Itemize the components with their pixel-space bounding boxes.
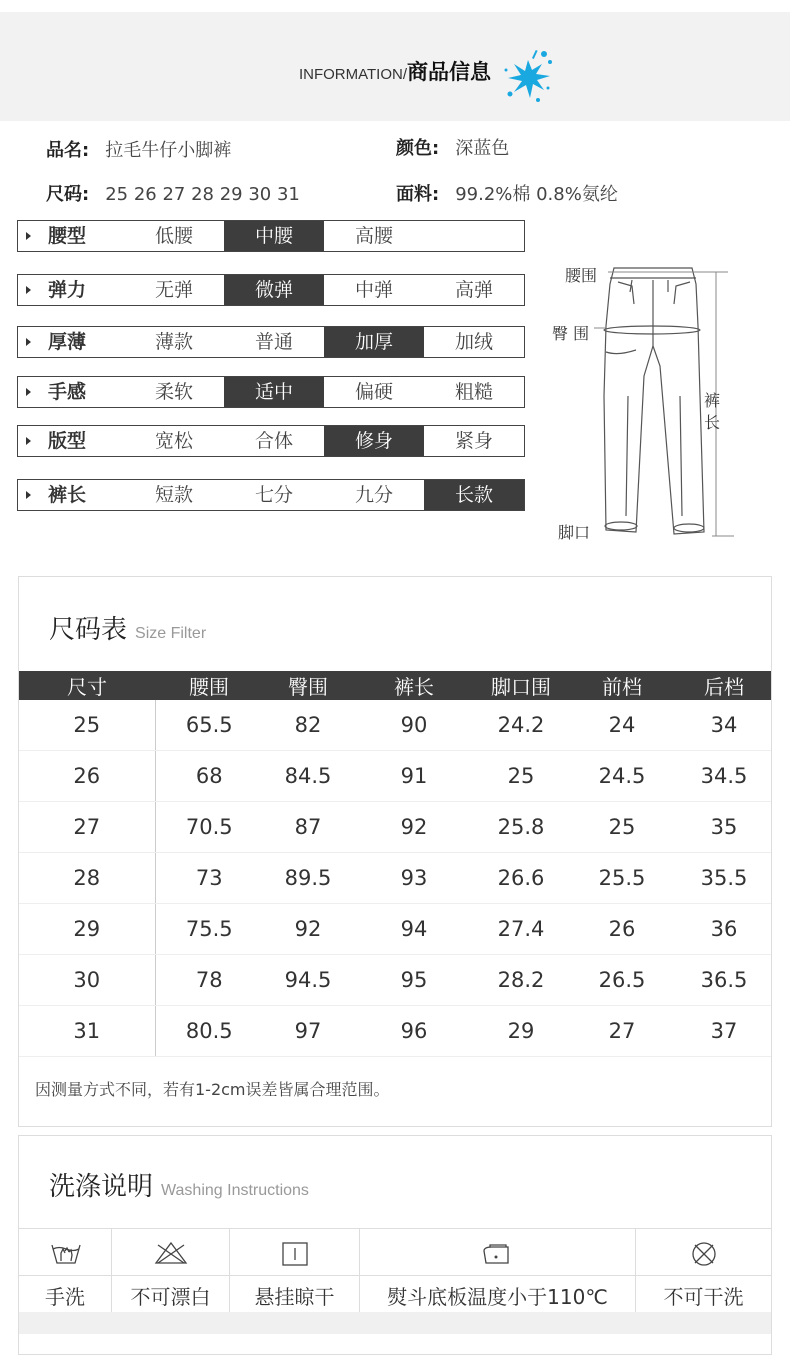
attribute-option-selected: 修身 xyxy=(324,426,424,456)
table-cell: 25 xyxy=(475,751,567,802)
attribute-option: 无弹 xyxy=(154,279,193,301)
attribute-option: 粗糙 xyxy=(454,381,493,403)
attribute-option-selected: 加厚 xyxy=(324,327,424,357)
table-cell: 27 xyxy=(567,1006,677,1057)
column-header: 前档 xyxy=(567,671,677,700)
color-label: 颜色: xyxy=(396,138,440,159)
triangle-bullet-icon xyxy=(26,232,31,240)
attribute-option: 七分 xyxy=(254,484,293,506)
table-cell: 24 xyxy=(567,700,677,751)
attribute-label: 裤长 xyxy=(48,484,87,506)
size-value: 25 26 27 28 29 30 31 xyxy=(105,184,300,205)
attribute-option-selected: 长款 xyxy=(424,480,524,510)
table-row xyxy=(19,904,771,955)
table-cell: 75.5 xyxy=(155,904,263,955)
attribute-label: 弹力 xyxy=(48,279,87,301)
table-cell: 97 xyxy=(263,1006,353,1057)
table-cell: 25.8 xyxy=(475,802,567,853)
table-cell: 28.2 xyxy=(475,955,567,1006)
wash-label-hand-wash: 手洗 xyxy=(45,1285,85,1309)
table-cell: 80.5 xyxy=(155,1006,263,1057)
iron-icon xyxy=(360,1237,636,1269)
table-cell: 29 xyxy=(475,1006,567,1057)
column-header: 脚口围 xyxy=(475,671,567,700)
attribute-option-selected: 中腰 xyxy=(224,221,324,251)
table-cell: 26 xyxy=(567,904,677,955)
washing-panel xyxy=(18,1135,772,1355)
table-row xyxy=(19,853,771,904)
hand-wash-icon xyxy=(19,1237,112,1269)
footer-strip xyxy=(19,1312,771,1334)
washing-grid xyxy=(19,1228,771,1309)
triangle-bullet-icon xyxy=(26,388,31,396)
table-cell: 25 xyxy=(567,802,677,853)
table-cell: 35.5 xyxy=(677,853,771,904)
table-cell: 26.6 xyxy=(475,853,567,904)
table-cell: 68 xyxy=(155,751,263,802)
attribute-option-selected: 微弹 xyxy=(224,275,324,305)
wash-label-iron: 熨斗底板温度小于110℃ xyxy=(387,1285,608,1309)
attribute-label: 版型 xyxy=(48,430,87,452)
wash-item-hand-wash xyxy=(19,1229,112,1313)
table-cell: 34.5 xyxy=(677,751,771,802)
size-table-header xyxy=(19,671,771,700)
table-row xyxy=(19,802,771,853)
table-row xyxy=(19,700,771,751)
size-table-subtitle: Size Filter xyxy=(135,625,207,642)
column-header: 臀围 xyxy=(263,671,353,700)
table-cell: 27.4 xyxy=(475,904,567,955)
table-cell: 25 xyxy=(19,700,155,751)
table-cell: 37 xyxy=(677,1006,771,1057)
attribute-option: 低腰 xyxy=(154,225,193,247)
column-header: 裤长 xyxy=(353,671,475,700)
attribute-option: 柔软 xyxy=(154,381,193,403)
info-name xyxy=(46,136,231,162)
name-value: 拉毛牛仔小脚裤 xyxy=(105,140,232,161)
attribute-option: 高弹 xyxy=(454,279,493,301)
washing-subtitle: Washing Instructions xyxy=(161,1182,309,1199)
table-cell: 84.5 xyxy=(263,751,353,802)
table-cell: 92 xyxy=(263,904,353,955)
attribute-row xyxy=(17,376,525,408)
size-table-title xyxy=(49,609,206,646)
fabric-label: 面料: xyxy=(396,184,440,205)
table-cell: 34 xyxy=(677,700,771,751)
table-cell: 30 xyxy=(19,955,155,1006)
pants-diagram xyxy=(548,256,748,546)
hang-dry-icon xyxy=(230,1237,360,1269)
table-cell: 70.5 xyxy=(155,802,263,853)
no-bleach-icon xyxy=(112,1237,230,1269)
table-cell: 35 xyxy=(677,802,771,853)
table-cell: 26.5 xyxy=(567,955,677,1006)
diagram-label-length: 裤 长 xyxy=(704,391,721,432)
wash-item-no-bleach xyxy=(112,1229,230,1313)
table-cell: 28 xyxy=(19,853,155,904)
attribute-row xyxy=(17,479,525,511)
page-title xyxy=(0,56,790,86)
table-cell: 95 xyxy=(353,955,475,1006)
washing-title-cn: 洗涤说明 xyxy=(49,1172,154,1202)
table-cell: 31 xyxy=(19,1006,155,1057)
attribute-option: 中弹 xyxy=(354,279,393,301)
wash-label-no-dry-clean: 不可干洗 xyxy=(663,1285,744,1309)
attribute-row xyxy=(17,326,525,358)
attribute-row xyxy=(17,425,525,457)
attribute-option: 紧身 xyxy=(454,430,493,452)
table-cell: 96 xyxy=(353,1006,475,1057)
table-cell: 24.5 xyxy=(567,751,677,802)
size-table-panel xyxy=(18,576,772,1127)
table-cell: 94 xyxy=(353,904,475,955)
table-cell: 92 xyxy=(353,802,475,853)
table-cell: 24.2 xyxy=(475,700,567,751)
table-cell: 65.5 xyxy=(155,700,263,751)
diagram-label-hem: 脚口 xyxy=(558,523,591,542)
table-cell: 94.5 xyxy=(263,955,353,1006)
wash-item-iron xyxy=(360,1229,636,1313)
info-color xyxy=(396,134,509,160)
no-dry-clean-icon xyxy=(636,1237,771,1269)
attribute-option: 短款 xyxy=(154,484,193,506)
attribute-option: 九分 xyxy=(354,484,393,506)
table-cell: 29 xyxy=(19,904,155,955)
attribute-label: 手感 xyxy=(48,381,87,403)
attribute-option-selected: 适中 xyxy=(224,377,324,407)
triangle-bullet-icon xyxy=(26,286,31,294)
table-cell: 82 xyxy=(263,700,353,751)
name-label: 品名: xyxy=(46,140,90,161)
table-row xyxy=(19,751,771,802)
title-en: INFORMATION/ xyxy=(298,66,408,83)
attribute-option: 普通 xyxy=(254,331,293,353)
attribute-option: 宽松 xyxy=(154,430,193,452)
wash-item-no-dry-clean xyxy=(636,1229,771,1313)
table-row xyxy=(19,1006,771,1057)
table-row xyxy=(19,955,771,1006)
info-fabric xyxy=(396,180,618,206)
washing-title xyxy=(49,1166,309,1203)
wash-label-no-bleach: 不可漂白 xyxy=(130,1285,211,1309)
triangle-bullet-icon xyxy=(26,437,31,445)
fabric-value: 99.2%棉 0.8%氨纶 xyxy=(455,184,618,205)
wash-label-hang-dry: 悬挂晾干 xyxy=(254,1285,335,1309)
diagram-label-waist: 腰围 xyxy=(565,266,598,285)
size-table xyxy=(19,671,771,1057)
attribute-label: 腰型 xyxy=(48,225,87,247)
attribute-row xyxy=(17,274,525,306)
header-banner xyxy=(0,12,790,121)
triangle-bullet-icon xyxy=(26,338,31,346)
column-header: 后档 xyxy=(677,671,771,700)
table-cell: 73 xyxy=(155,853,263,904)
table-cell: 89.5 xyxy=(263,853,353,904)
title-cn: 商品信息 xyxy=(407,60,492,84)
table-cell: 93 xyxy=(353,853,475,904)
table-cell: 91 xyxy=(353,751,475,802)
attribute-option: 薄款 xyxy=(154,331,193,353)
table-cell: 87 xyxy=(263,802,353,853)
column-header: 尺寸 xyxy=(19,671,155,700)
table-cell: 36 xyxy=(677,904,771,955)
ink-splash-icon xyxy=(498,42,558,112)
size-label: 尺码: xyxy=(46,184,90,205)
info-size xyxy=(46,180,300,206)
diagram-label-hip: 臀 围 xyxy=(552,324,590,343)
table-cell: 26 xyxy=(19,751,155,802)
triangle-bullet-icon xyxy=(26,491,31,499)
attribute-option: 合体 xyxy=(254,430,293,452)
color-value: 深蓝色 xyxy=(455,138,510,159)
table-cell: 90 xyxy=(353,700,475,751)
attribute-option: 高腰 xyxy=(354,225,393,247)
size-table-title-cn: 尺码表 xyxy=(49,615,128,645)
attribute-row xyxy=(17,220,525,252)
attribute-option: 偏硬 xyxy=(354,381,393,403)
table-cell: 27 xyxy=(19,802,155,853)
table-cell: 36.5 xyxy=(677,955,771,1006)
table-cell: 25.5 xyxy=(567,853,677,904)
table-cell: 78 xyxy=(155,955,263,1006)
attribute-option: 加绒 xyxy=(454,331,493,353)
size-note: 因测量方式不同，若有1-2cm误差皆属合理范围。 xyxy=(35,1080,390,1099)
column-header: 腰围 xyxy=(155,671,263,700)
attribute-label: 厚薄 xyxy=(48,331,87,353)
wash-item-hang-dry xyxy=(230,1229,360,1313)
